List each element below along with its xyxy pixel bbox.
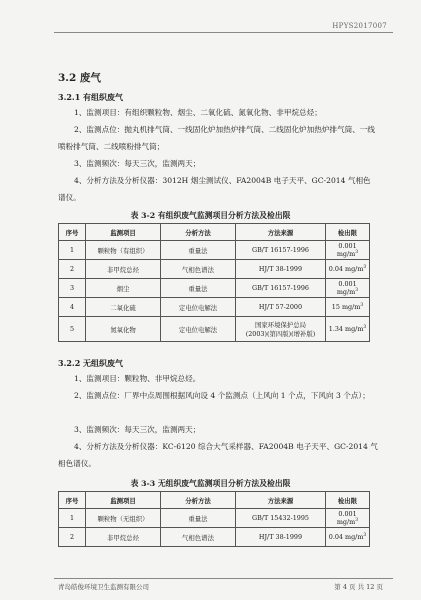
footer-page-number: 第 4 页 共 12 页 [334, 583, 383, 591]
table-3-3-caption: 表 3-3 无组织废气监测项目分析方法及检出限 [130, 479, 291, 488]
table-3-2 [58, 223, 370, 342]
col-header-no: 序号 [59, 224, 86, 241]
cell-item: 颗粒物（有组织） [86, 241, 161, 260]
organized-item-1: 1、监测项目：有组织颗粒物、烟尘、二氧化硫、氮氧化物、非甲烷总烃； [74, 108, 322, 117]
cell-no: 2 [59, 260, 86, 279]
col-header-item: 监测项目 [86, 492, 161, 509]
cell-limit: 0.001 $mg/m^3$ [326, 241, 370, 260]
table-row [59, 317, 370, 342]
unorganized-item-2: 2、监测点位：厂界中点周围根据风向设 4 个监测点（上风向 1 个点，下风向 3 个点）； [74, 391, 370, 400]
cell-no: 4 [59, 298, 86, 317]
cell-limit: 0.001 $mg/m^3$ [326, 279, 370, 298]
section-title: 3.2 废气 [58, 72, 101, 84]
table-row [59, 298, 370, 317]
table-3-2-caption: 表 3-2 有组织废气监测项目分析方法及检出限 [130, 211, 291, 220]
cell-no: 1 [59, 509, 86, 528]
cell-limit: 0.04 $mg/m^3$ [326, 260, 370, 279]
cell-limit: 0.001 $mg/m^3$ [326, 509, 370, 528]
cell-item: 烟尘 [86, 279, 161, 298]
cell-method: 定电位电解法 [161, 317, 236, 342]
header-rule [54, 32, 393, 33]
footer-rule [54, 578, 393, 579]
col-header-limit: 检出限 [326, 492, 370, 509]
col-header-source: 方法来源 [236, 224, 326, 241]
cell-source: GB/T 16157-1996 [236, 241, 326, 260]
table-3-3 [58, 491, 370, 547]
organized-item-2: 2、监测点位：抛丸机排气筒、一线固化炉加热炉排气筒、二线固化炉加热炉排气筒、一线喷粉排气筒、二线喷粉排气筒； [58, 125, 375, 151]
cell-limit: 15 $mg/m^3$ [326, 298, 370, 317]
cell-method: 重量法 [161, 509, 236, 528]
cell-source: 国家环境保护总局 (2003)(第四版)(增补版) [236, 317, 326, 342]
cell-source: GB/T 15432-1995 [236, 509, 326, 528]
cell-item: 非甲烷总烃 [86, 528, 161, 547]
organized-item-4: 4、分析方法及分析仪器：3012H 烟尘测试仪、FA2004B 电子天平、GC-2014 气相色谱仪。 [58, 176, 371, 202]
cell-method: 定电位电解法 [161, 298, 236, 317]
table-row [59, 528, 370, 547]
organized-item-3: 3、监测频次：每天三次，监测两天； [74, 159, 201, 168]
col-header-limit: 检出限 [326, 224, 370, 241]
cell-limit: 1.34 $mg/m^3$ [326, 317, 370, 342]
cell-no: 3 [59, 279, 86, 298]
col-header-method: 分析方法 [161, 492, 236, 509]
unorganized-item-4: 4、分析方法及分析仪器：KC-6120 综合大气采样器、FA2004B 电子天平、GC-2014 气相色谱仪。 [58, 442, 378, 468]
col-header-no: 序号 [59, 492, 86, 509]
cell-source: GB/T 16157-1996 [236, 279, 326, 298]
col-header-method: 分析方法 [161, 224, 236, 241]
table-header-row [59, 492, 370, 509]
footer-company: 青岛皓俊环境卫生监测有限公司 [58, 583, 149, 591]
unorganized-item-3: 3、监测频次：每天三次，监测两天； [74, 425, 201, 434]
table-row [59, 509, 370, 528]
cell-no: 2 [59, 528, 86, 547]
cell-source: HJ/T 57-2000 [236, 298, 326, 317]
cell-no: 5 [59, 317, 86, 342]
cell-item: 非甲烷总烃 [86, 260, 161, 279]
cell-item: 颗粒物（无组织） [86, 509, 161, 528]
table-row [59, 260, 370, 279]
table-row [59, 279, 370, 298]
document-id: HPYS2017007 [332, 22, 387, 30]
cell-method: 重量法 [161, 241, 236, 260]
col-header-item: 监测项目 [86, 224, 161, 241]
subsection-title-unorganized: 3.2.2 无组织废气 [58, 358, 124, 368]
table-header-row [59, 224, 370, 241]
cell-method: 气相色谱法 [161, 260, 236, 279]
cell-method: 重量法 [161, 279, 236, 298]
cell-limit: 0.04 $mg/m^3$ [326, 528, 370, 547]
subsection-title-organized: 3.2.1 有组织废气 [58, 92, 124, 102]
cell-method: 气相色谱法 [161, 528, 236, 547]
col-header-source: 方法来源 [236, 492, 326, 509]
table-row [59, 241, 370, 260]
cell-source: HJ/T 38-1999 [236, 528, 326, 547]
cell-source: HJ/T 38-1999 [236, 260, 326, 279]
cell-item: 二氧化硫 [86, 298, 161, 317]
cell-item: 氮氧化物 [86, 317, 161, 342]
cell-no: 1 [59, 241, 86, 260]
unorganized-item-1: 1、监测项目：颗粒物、非甲烷总烃。 [74, 374, 201, 383]
